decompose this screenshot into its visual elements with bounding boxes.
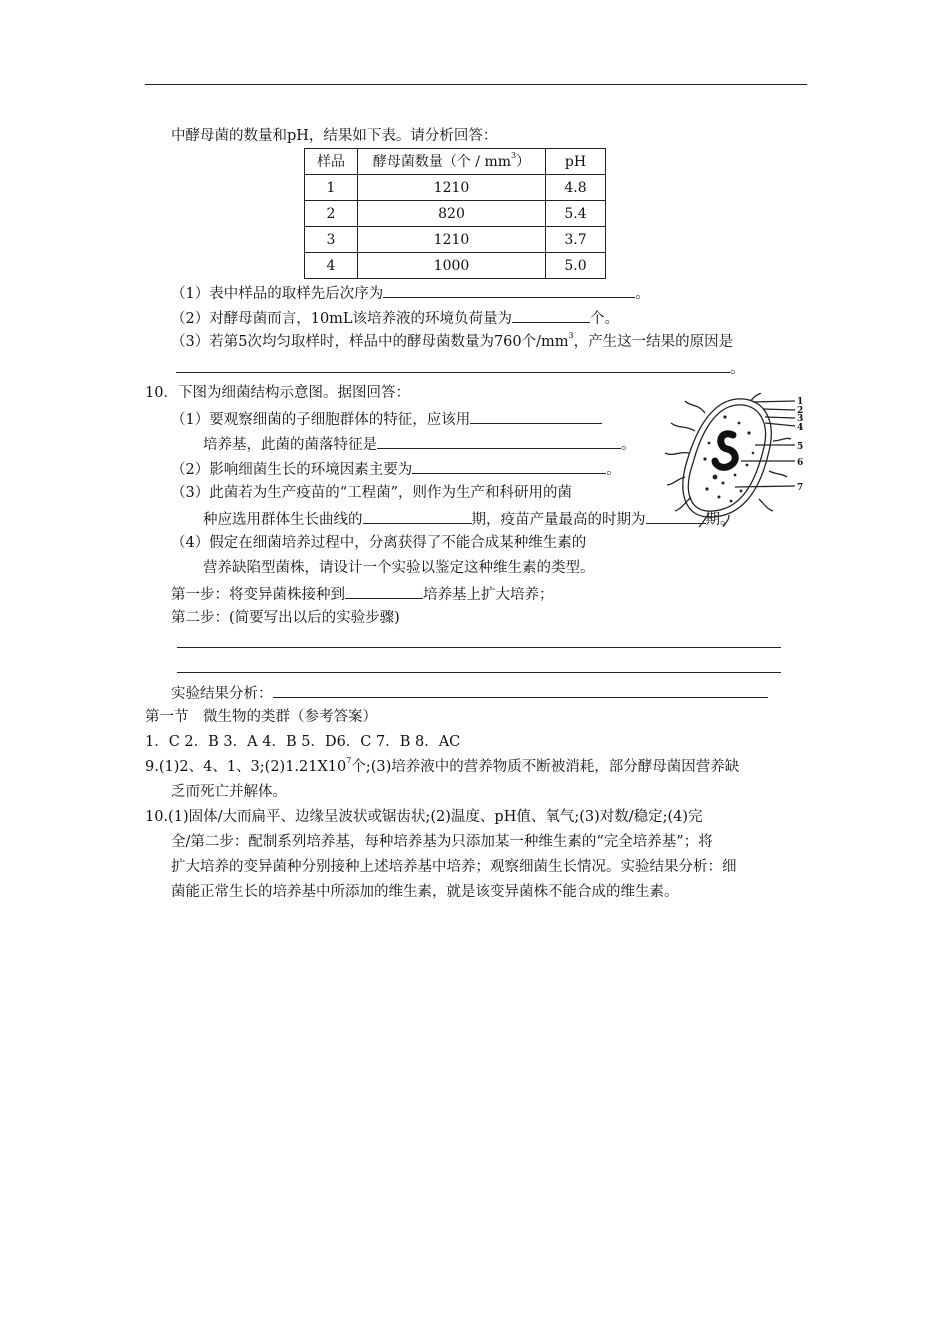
q9-part3: （3）若第5次均匀取样时，样品中的酵母菌数量为760个$/mm^3$，产生这一结果的原因是 xyxy=(171,331,734,350)
flagellum xyxy=(723,515,729,527)
answer-blank[interactable] xyxy=(273,682,768,698)
answer-line[interactable] xyxy=(177,647,781,648)
nucleoid-icon xyxy=(715,434,735,468)
q10-part3b: 种应选用群体生长曲线的 期，疫苗产量最高的时期为 期。 xyxy=(203,508,735,530)
cell-ph: 3.7 xyxy=(546,227,606,253)
q10-part3a: （3）此菌若为生产疫苗的“工程菌”，则作为生产和科研用的菌 xyxy=(171,485,573,501)
answers-line-9-cont: 乏而死亡并解体。 xyxy=(171,784,287,800)
cell-sample: 2 xyxy=(305,201,358,227)
cell-count: 1210 xyxy=(358,227,546,253)
answers-line-10-cont: 全/第二步：配制系列培养基，每种培养基为只添加某一种维生素的“完全培养基”；将 xyxy=(171,834,713,850)
answer-blank[interactable] xyxy=(383,282,635,298)
flagellum xyxy=(671,423,695,431)
answers-line-1: 1．C 2．B 3．A 4．B 5．D6．C 7．B 8．AC xyxy=(145,734,461,750)
cell-count: 820 xyxy=(358,201,546,227)
cell-membrane-outline xyxy=(688,405,765,511)
table-header-row xyxy=(305,149,606,175)
answer-blank[interactable] xyxy=(176,357,730,373)
cell-ph: 4.8 xyxy=(546,175,606,201)
q9-part1: （1）表中样品的取样先后次序为 。 xyxy=(171,282,650,304)
flagellum xyxy=(751,393,761,401)
table-row xyxy=(305,253,606,279)
cell-ph: 5.0 xyxy=(546,253,606,279)
q10-part4b: 营养缺陷型菌株，请设计一个实验以鉴定这种维生素的类型。 xyxy=(203,560,595,576)
flagellum xyxy=(773,438,791,441)
q10-title: 10．下图为细菌结构示意图。据图回答： xyxy=(145,385,410,401)
capsule-outline xyxy=(683,399,771,517)
answers-line-10-cont: 菌能正常生长的培养基中所添加的维生素，就是该变异菌株不能合成的维生素。 xyxy=(171,884,679,900)
figure-label: 1 xyxy=(797,397,804,407)
figure-label: 5 xyxy=(797,442,804,452)
header-yeast-count: 酵母菌数量（个 / $mm^3$） xyxy=(358,149,546,175)
q10-step2: 第二步：(简要写出以后的实验步骤) xyxy=(171,610,400,626)
answer-blank[interactable] xyxy=(470,408,602,424)
answer-blank[interactable] xyxy=(377,433,621,449)
figure-label: 7 xyxy=(797,483,804,493)
cell-count: 1210 xyxy=(358,175,546,201)
answers-line-10: 10.(1)固体/大而扁平、边缘呈波状或锯齿状;(2)温度、pH值、氧气;(3)对数/稳定;(4)完 xyxy=(145,809,703,825)
table-row xyxy=(305,227,606,253)
q10-part1b: 培养基，此菌的菌落特征是 。 xyxy=(203,433,636,455)
answer-blank[interactable] xyxy=(345,583,423,599)
flagellum xyxy=(665,453,689,455)
answers-title: 第一节 微生物的类群（参考答案） xyxy=(145,709,377,725)
flagellum xyxy=(675,497,691,511)
figure-label: 3 xyxy=(797,414,804,424)
figure-label: 6 xyxy=(797,458,804,468)
q9-part2: （2）对酵母菌而言，10mL该培养液的环境负荷量为 个。 xyxy=(171,307,619,329)
q10-part4a: （4）假定在细菌培养过程中，分离获得了不能合成某种维生素的 xyxy=(171,535,587,551)
answer-blank[interactable] xyxy=(512,307,590,323)
cell-sample: 3 xyxy=(305,227,358,253)
answer-line[interactable] xyxy=(177,672,781,673)
bacterium-diagram xyxy=(665,393,810,528)
table-row xyxy=(305,201,606,227)
table-row xyxy=(305,175,606,201)
figure-label: 2 xyxy=(797,406,804,416)
flagellum xyxy=(769,471,787,477)
flagellum xyxy=(759,499,773,511)
cell-ph: 5.4 xyxy=(546,201,606,227)
q10-part1a: （1）要观察细菌的子细胞群体的特征，应该用 xyxy=(171,408,602,430)
header-ph: pH xyxy=(546,149,606,175)
yeast-table xyxy=(304,148,606,279)
q10-step1: 第一步：将变异菌株接种到 培养基上扩大培养； xyxy=(171,583,554,605)
flagellum xyxy=(685,401,705,413)
answer-blank[interactable] xyxy=(363,508,472,524)
intro-line: 中酵母菌的数量和pH，结果如下表。请分析回答： xyxy=(171,128,498,144)
q9-part3-answer: 。 xyxy=(176,357,745,379)
header-sample: 样品 xyxy=(305,149,358,175)
cell-count: 1000 xyxy=(358,253,546,279)
header-rule xyxy=(145,84,807,85)
cell-sample: 1 xyxy=(305,175,358,201)
answers-line-9: 9.(1)2、4、1、$3;(2)1.21X10^7$个;(3)培养液中的营养物质不断被消耗，部分酵母菌因营养缺 xyxy=(145,756,740,775)
q10-part2: （2）影响细菌生长的环境因素主要为 。 xyxy=(171,458,621,480)
figure-label: 4 xyxy=(797,423,804,433)
q10-analysis: 实验结果分析： xyxy=(171,682,768,704)
cell-sample: 4 xyxy=(305,253,358,279)
answers-line-10-cont: 扩大培养的变异菌种分别接种上述培养基中培养；观察细菌生长情况。实验结果分析：细 xyxy=(171,859,737,875)
flagellum xyxy=(699,513,709,527)
answer-blank[interactable] xyxy=(412,458,606,474)
